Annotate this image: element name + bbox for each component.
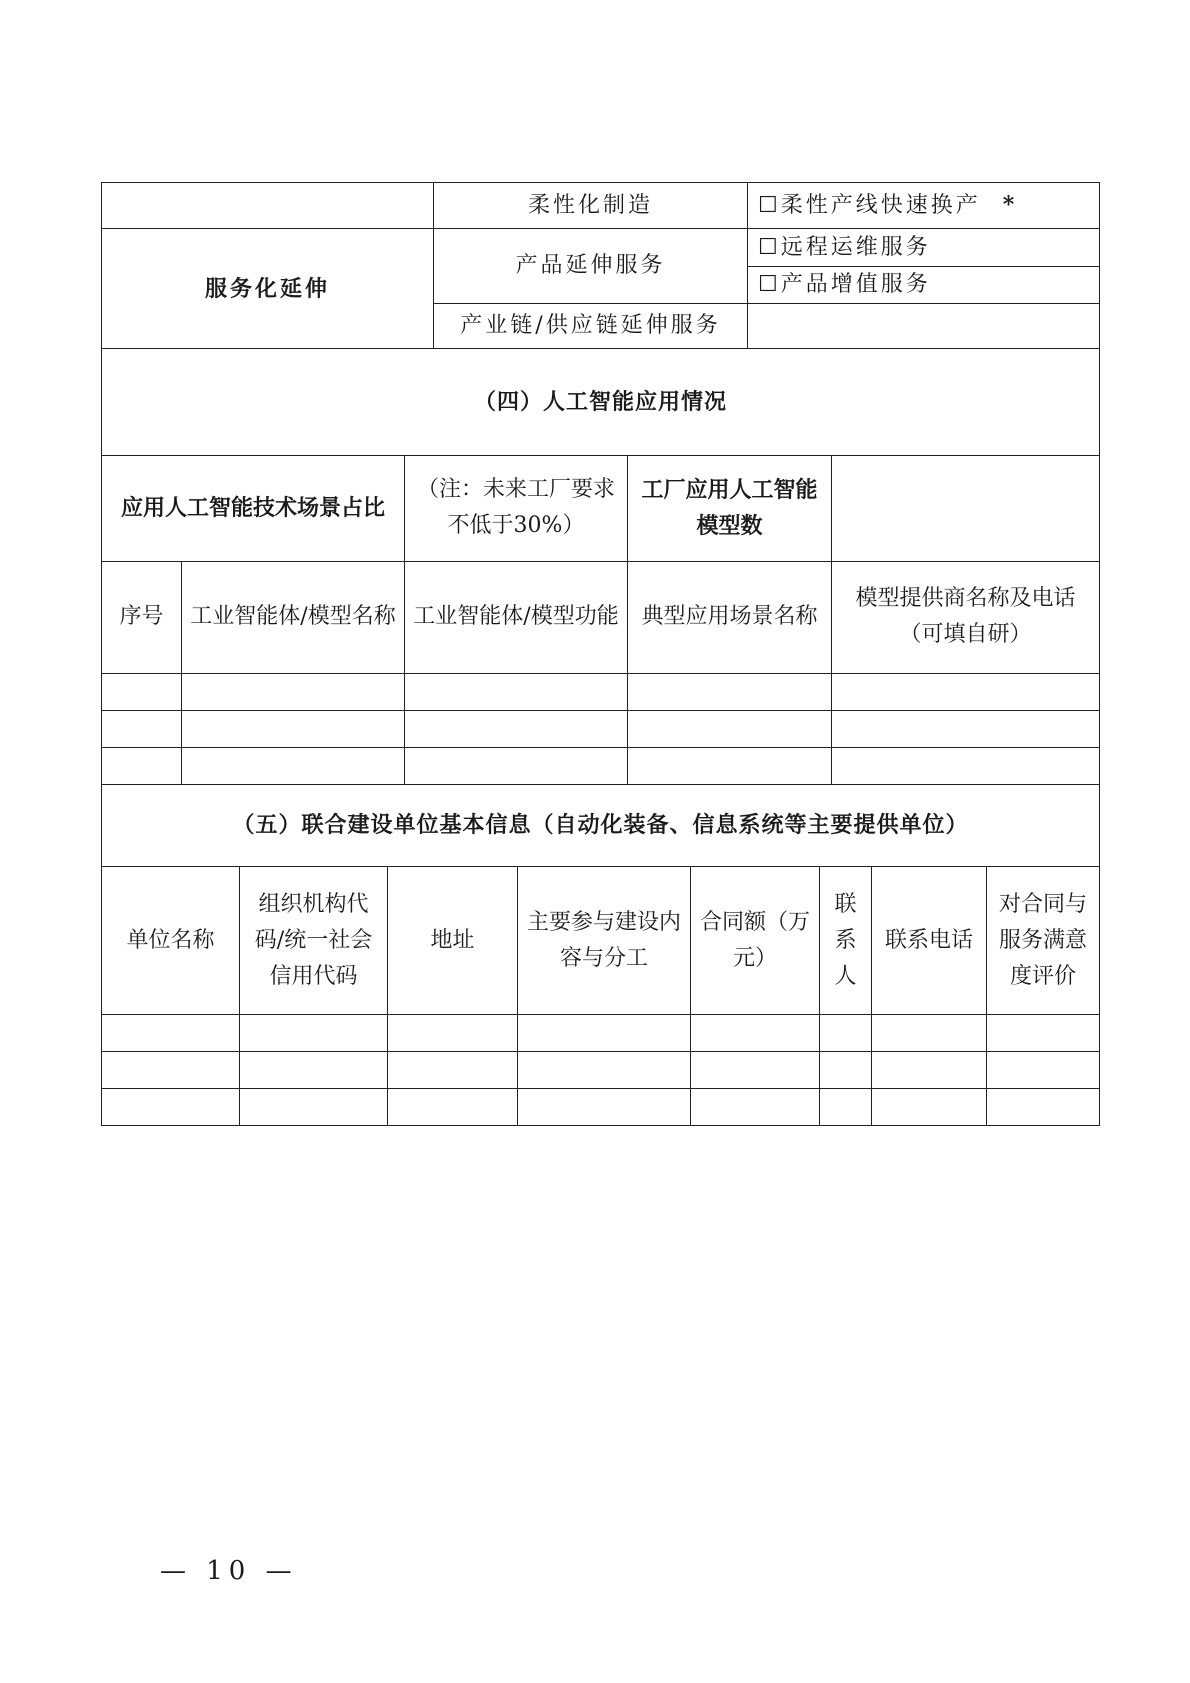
product-ext-row-1 (102, 229, 1100, 267)
table-cell[interactable] (832, 673, 1100, 710)
table-cell[interactable] (102, 710, 182, 747)
table-cell[interactable] (240, 1015, 388, 1052)
table-cell[interactable] (628, 747, 832, 784)
header-contact: 联系人 (820, 867, 872, 1015)
header-seq: 序号 (102, 561, 182, 673)
page-number: — 10 — (160, 1556, 298, 1586)
table-cell[interactable] (102, 1089, 240, 1126)
table-cell[interactable] (820, 1015, 872, 1052)
table-cell[interactable] (405, 673, 628, 710)
table-cell[interactable] (832, 747, 1100, 784)
model-count-value[interactable] (832, 455, 1100, 561)
empty-cell (102, 183, 434, 229)
table-row (102, 1089, 1100, 1126)
remote-ops-option[interactable]: ☐远程运维服务 (748, 229, 1100, 267)
ai-ratio-note: （注：未来工厂要求不低于30%） (405, 455, 628, 561)
header-org-code: 组织机构代码/统一社会信用代码 (240, 867, 388, 1015)
table-cell[interactable] (388, 1015, 518, 1052)
ai-title-row (102, 349, 1100, 455)
flexible-mfg-label: 柔性化制造 (434, 183, 748, 229)
section-4-title: （四）人工智能应用情况 (102, 349, 1100, 455)
table-cell[interactable] (628, 673, 832, 710)
partner-table (101, 785, 1100, 1127)
header-phone: 联系电话 (872, 867, 987, 1015)
table-cell[interactable] (102, 1015, 240, 1052)
ai-table (101, 349, 1100, 785)
table-row (102, 1015, 1100, 1052)
ai-header-row (102, 561, 1100, 673)
model-count-label: 工厂应用人工智能模型数 (628, 455, 832, 561)
section-5-title: （五）联合建设单位基本信息（自动化装备、信息系统等主要提供单位） (102, 785, 1100, 867)
table-cell[interactable] (628, 710, 832, 747)
table-row (102, 673, 1100, 710)
table-cell[interactable] (872, 1089, 987, 1126)
table-cell[interactable] (832, 710, 1100, 747)
table-cell[interactable] (518, 1052, 691, 1089)
header-address: 地址 (388, 867, 518, 1015)
table-cell[interactable] (102, 673, 182, 710)
required-mark: * (1002, 192, 1018, 218)
table-cell[interactable] (182, 710, 405, 747)
service-table (101, 182, 1100, 349)
table-cell[interactable] (240, 1089, 388, 1126)
table-cell[interactable] (987, 1015, 1100, 1052)
table-cell[interactable] (872, 1015, 987, 1052)
table-cell[interactable] (102, 747, 182, 784)
table-cell[interactable] (987, 1052, 1100, 1089)
partner-title-row (102, 785, 1100, 867)
flexible-option[interactable]: ☐柔性产线快速换产 (758, 193, 981, 218)
table-cell[interactable] (987, 1089, 1100, 1126)
table-cell[interactable] (240, 1052, 388, 1089)
table-cell[interactable] (518, 1015, 691, 1052)
table-cell[interactable] (102, 1052, 240, 1089)
table-row (102, 710, 1100, 747)
product-ext-label: 产品延伸服务 (434, 229, 748, 304)
partner-header-row (102, 867, 1100, 1015)
table-cell[interactable] (518, 1089, 691, 1126)
ai-ratio-row (102, 455, 1100, 561)
table-cell[interactable] (691, 1015, 820, 1052)
value-added-option[interactable]: ☐产品增值服务 (748, 267, 1100, 304)
table-cell[interactable] (691, 1089, 820, 1126)
table-cell[interactable] (820, 1089, 872, 1126)
table-cell[interactable] (405, 747, 628, 784)
header-unit-name: 单位名称 (102, 867, 240, 1015)
header-provider: 模型提供商名称及电话（可填自研） (832, 561, 1100, 673)
header-model-name: 工业智能体/模型名称 (182, 561, 405, 673)
header-evaluation: 对合同与服务满意度评价 (987, 867, 1100, 1015)
form-page (101, 182, 1099, 1126)
table-cell[interactable] (388, 1052, 518, 1089)
chain-ext-label: 产业链/供应链延伸服务 (434, 304, 748, 349)
header-model-function: 工业智能体/模型功能 (405, 561, 628, 673)
header-content: 主要参与建设内容与分工 (518, 867, 691, 1015)
table-cell[interactable] (182, 747, 405, 784)
header-scene: 典型应用场景名称 (628, 561, 832, 673)
flexible-row (102, 183, 1100, 229)
ai-ratio-label: 应用人工智能技术场景占比 (102, 455, 405, 561)
table-cell[interactable] (820, 1052, 872, 1089)
table-cell[interactable] (405, 710, 628, 747)
table-cell[interactable] (388, 1089, 518, 1126)
table-row (102, 747, 1100, 784)
table-cell[interactable] (691, 1052, 820, 1089)
table-cell[interactable] (182, 673, 405, 710)
service-extension-label: 服务化延伸 (102, 229, 434, 349)
flexible-option-cell[interactable] (748, 183, 1100, 229)
chain-ext-value[interactable] (748, 304, 1100, 349)
header-amount: 合同额（万元） (691, 867, 820, 1015)
table-row (102, 1052, 1100, 1089)
table-cell[interactable] (872, 1052, 987, 1089)
